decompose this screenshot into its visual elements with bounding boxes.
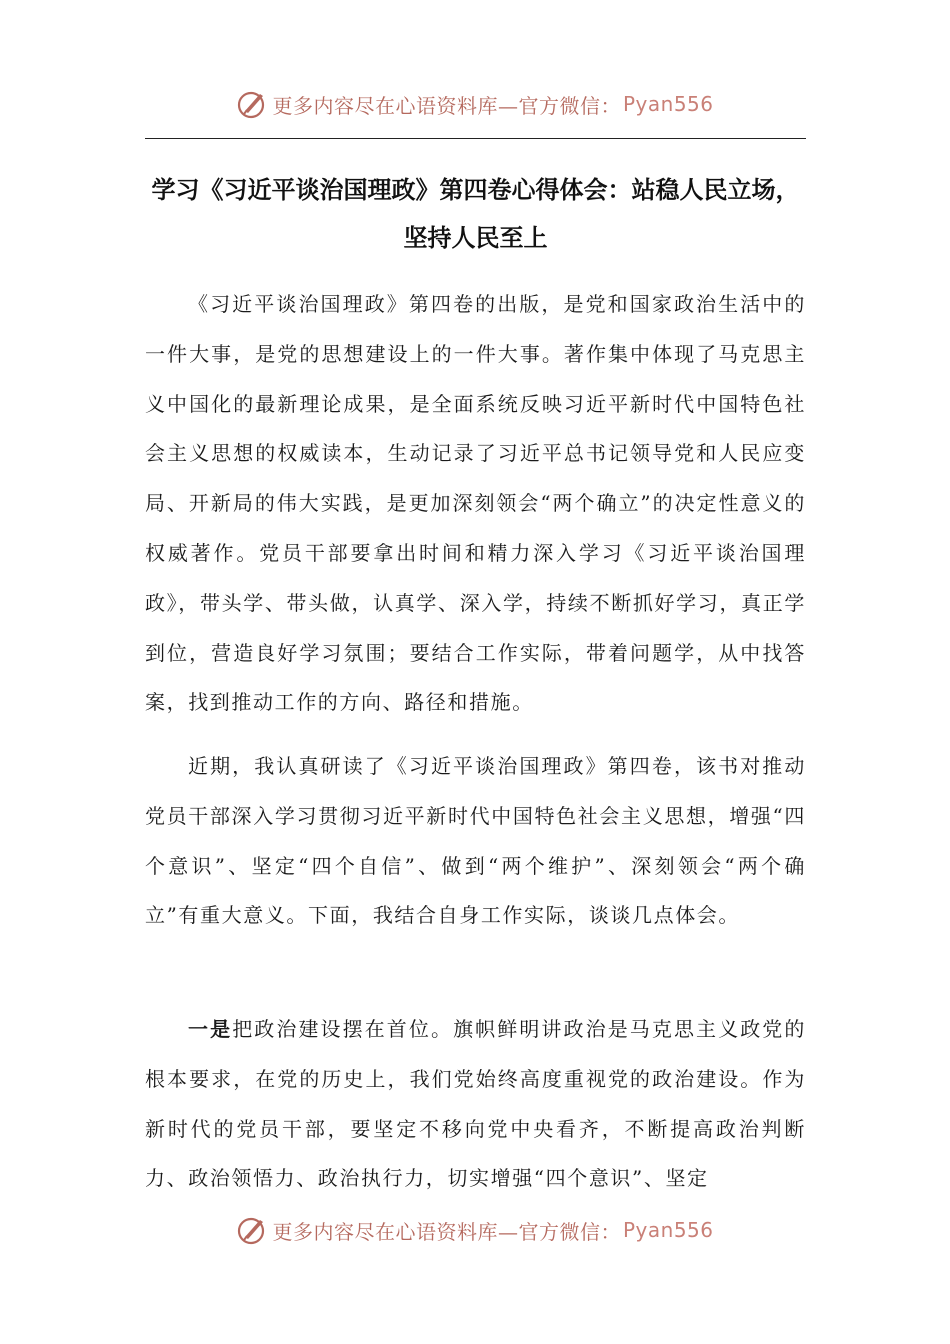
paragraph-text: 《习近平谈治国理政》第四卷的出版，是党和国家政治生活中的一件大事，是党的思想建设上的一件大事。著作集中体现了马克思主义中国化的最新理论成果，是全面系统反映习近平新时代中国特色社会主义思想的权威读本，生动记录了习近平总书记领导党和人民应变局、开新局的伟大实践，是更加深刻领会“两个确立”的决定性意义的权威著作。党员干部要拿出时间和精力深入学习《习近平谈治国理政》，带头学、带头做，认真学、深入学，持续不断抓好学习，真正学到位，营造良好学习氛围；要结合工作实际，带着问题学，从中找答案，找到推动工作的方向、路径和措施。 — [145, 292, 806, 715]
header-rule — [145, 138, 806, 139]
quill-logo-icon — [236, 1214, 268, 1246]
watermark-wechat-id: Pyan556 — [622, 1218, 714, 1242]
paragraph-text: 近期，我认真研读了《习近平谈治国理政》第四卷，该书对推动党员干部深入学习贯彻习近平新时代中国特色社会主义思想，增强“四个意识”、坚定“四个自信”、做到“两个维护”、深刻领会“两个确立”有重大意义。下面，我结合自身工作实际，谈谈几点体会。 — [145, 754, 806, 928]
header-watermark — [0, 84, 950, 124]
footer-watermark — [0, 1210, 950, 1250]
document-title: 学习《习近平谈治国理政》第四卷心得体会：站稳人民立场，坚持人民至上 — [151, 176, 800, 253]
quill-logo-icon — [236, 88, 268, 120]
paragraph-lead: 一是 — [188, 1017, 233, 1041]
watermark-wechat-id: Pyan556 — [622, 92, 714, 116]
body-paragraph — [145, 742, 806, 941]
paragraph-text: 把政治建设摆在首位。旗帜鲜明讲政治是马克思主义政党的根本要求，在党的历史上，我们党始终高度重视党的政治建设。作为新时代的党员干部，要坚定不移向党中央看齐，不断提高政治判断力、政治领悟力、政治执行力，切实增强“四个意识”、坚定 — [145, 1017, 806, 1191]
body-paragraph — [145, 1005, 806, 1204]
watermark-text: 更多内容尽在心语资料库—官方微信： — [272, 1219, 621, 1244]
body-paragraph — [145, 280, 806, 728]
watermark-text: 更多内容尽在心语资料库—官方微信： — [272, 93, 621, 118]
